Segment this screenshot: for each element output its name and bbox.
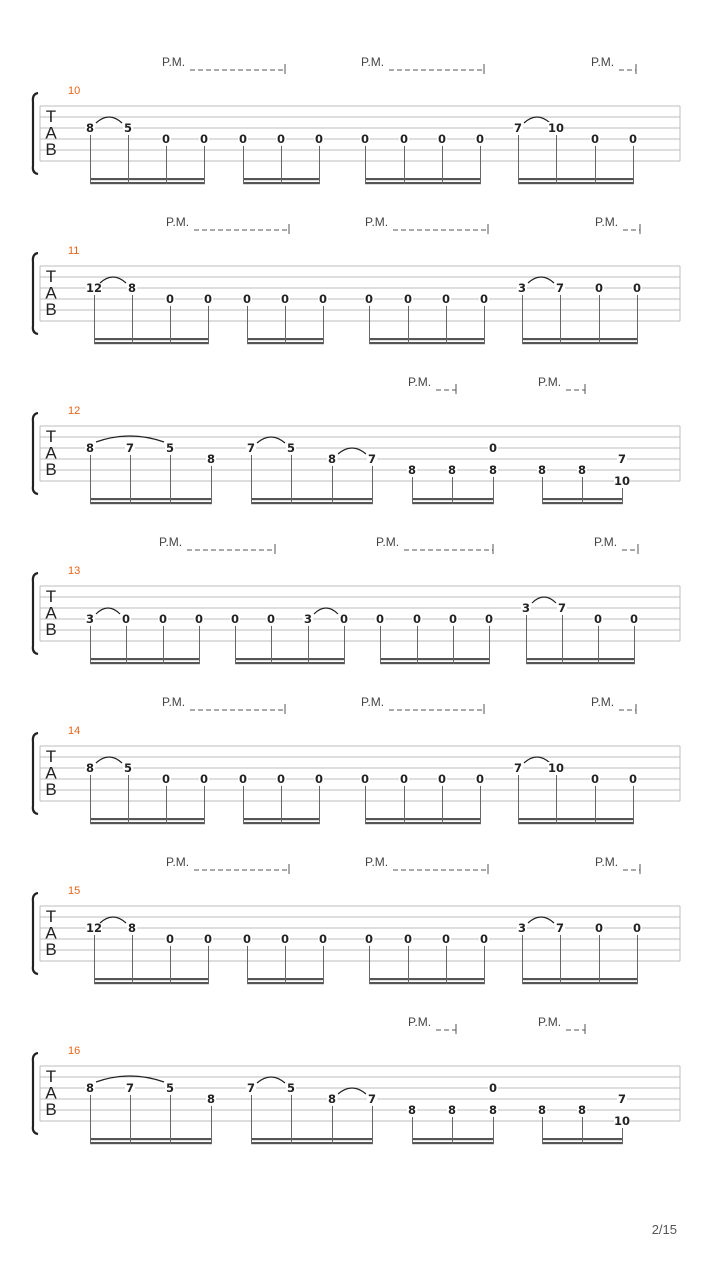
fret-number: 7 — [617, 1092, 627, 1106]
fret-number: 0 — [475, 132, 485, 146]
fret-number: 0 — [375, 612, 385, 626]
fret-number: 0 — [318, 932, 328, 946]
beam — [369, 978, 485, 980]
fret-number: 0 — [484, 612, 494, 626]
tab-system — [33, 695, 680, 824]
fret-number: 3 — [517, 281, 527, 295]
fret-number: 10 — [613, 474, 631, 488]
fret-number: 0 — [488, 441, 498, 455]
fret-number: 0 — [590, 772, 600, 786]
beam — [365, 822, 481, 824]
bar-number: 10 — [68, 85, 81, 97]
tie-arc — [314, 608, 338, 614]
tab-clef-letter: A — [45, 763, 57, 783]
palm-mute-label: P.M. — [595, 215, 619, 229]
tab-clef-letter: B — [45, 300, 57, 319]
fret-number: 0 — [266, 612, 276, 626]
fret-number: 0 — [203, 292, 213, 306]
fret-number: 0 — [314, 132, 324, 146]
fret-number: 7 — [367, 1092, 377, 1106]
beam — [518, 178, 634, 180]
tie-arc — [100, 277, 126, 283]
fret-number: 0 — [339, 612, 349, 626]
beam — [365, 178, 481, 180]
fret-number: 5 — [165, 441, 175, 455]
fret-number: 5 — [286, 1081, 296, 1095]
fret-number: 0 — [199, 132, 209, 146]
fret-number: 3 — [303, 612, 313, 626]
fret-number: 7 — [513, 761, 523, 775]
tie-arc — [96, 608, 120, 614]
beam — [94, 338, 209, 340]
fret-number: 0 — [199, 772, 209, 786]
fret-number: 0 — [276, 772, 286, 786]
bar-number: 11 — [68, 245, 80, 257]
fret-number: 7 — [246, 441, 256, 455]
fret-number: 8 — [327, 452, 337, 466]
tie-arc — [257, 1077, 285, 1083]
beam — [90, 178, 205, 180]
beam — [90, 818, 205, 820]
fret-number: 5 — [123, 121, 133, 135]
system-bracket — [33, 93, 38, 174]
fret-number: 0 — [280, 932, 290, 946]
fret-number: 0 — [161, 772, 171, 786]
beam — [518, 182, 634, 184]
palm-mute-label: P.M. — [162, 695, 186, 709]
fret-number: 0 — [280, 292, 290, 306]
tab-clef-letter: B — [45, 1100, 57, 1119]
palm-mute-label: P.M. — [166, 215, 190, 229]
fret-number: 12 — [85, 281, 103, 295]
fret-number: 8 — [537, 1103, 547, 1117]
beam — [518, 818, 634, 820]
beam — [522, 338, 638, 340]
fret-number: 10 — [547, 761, 565, 775]
tab-clef-letter: A — [45, 603, 57, 623]
beam — [94, 978, 209, 980]
fret-number: 0 — [158, 612, 168, 626]
tie-arc — [532, 597, 556, 603]
fret-number: 8 — [407, 1103, 417, 1117]
beam — [522, 342, 638, 344]
beam — [90, 1138, 212, 1140]
fret-number: 0 — [360, 772, 370, 786]
tab-clef-letter: B — [45, 940, 57, 959]
system-bracket — [33, 253, 38, 334]
palm-mute-label: P.M. — [365, 855, 389, 869]
tab-clef-letter: B — [45, 780, 57, 799]
tie-arc — [524, 117, 550, 123]
beam — [251, 1142, 373, 1144]
system-bracket — [33, 733, 38, 814]
fret-number: 8 — [577, 1103, 587, 1117]
beam — [251, 498, 373, 500]
fret-number: 8 — [85, 441, 95, 455]
tie-arc — [100, 917, 126, 923]
fret-number: 0 — [594, 281, 604, 295]
fret-number: 0 — [399, 132, 409, 146]
beam — [90, 822, 205, 824]
fret-number: 0 — [230, 612, 240, 626]
tab-clef-letter: T — [45, 267, 57, 286]
beam — [90, 662, 200, 664]
fret-number: 0 — [314, 772, 324, 786]
fret-number: 7 — [555, 281, 565, 295]
beam — [365, 818, 481, 820]
beam — [518, 822, 634, 824]
fret-number: 0 — [364, 932, 374, 946]
fret-number: 0 — [448, 612, 458, 626]
tab-system — [33, 375, 680, 504]
beam — [90, 502, 212, 504]
beam — [235, 662, 345, 664]
system-bracket — [33, 893, 38, 974]
tab-clef-letter: T — [45, 1067, 57, 1086]
palm-mute-label: P.M. — [361, 695, 385, 709]
fret-number: 8 — [488, 1103, 498, 1117]
beam — [90, 182, 205, 184]
fret-number: 0 — [276, 132, 286, 146]
fret-number: 0 — [364, 292, 374, 306]
fret-number: 7 — [125, 1081, 135, 1095]
tab-system — [33, 215, 680, 344]
tab-clef-letter: A — [45, 123, 57, 143]
fret-number: 0 — [475, 772, 485, 786]
bar-number: 14 — [68, 725, 81, 737]
beam — [94, 342, 209, 344]
tie-arc — [96, 757, 122, 763]
palm-mute-label: P.M. — [591, 695, 615, 709]
page-number: 2/15 — [651, 1222, 677, 1237]
palm-mute-label: P.M. — [376, 535, 400, 549]
bar-number: 15 — [68, 885, 81, 897]
tab-clef-letter: B — [45, 620, 57, 639]
fret-number: 8 — [327, 1092, 337, 1106]
fret-number: 0 — [437, 132, 447, 146]
tie-arc — [338, 1088, 366, 1094]
tab-system — [33, 1015, 680, 1144]
fret-number: 3 — [85, 612, 95, 626]
fret-number: 8 — [447, 1103, 457, 1117]
tab-clef-letter: T — [45, 907, 57, 926]
beam — [251, 502, 373, 504]
tie-arc — [524, 757, 550, 763]
beam — [369, 982, 485, 984]
fret-number: 0 — [441, 292, 451, 306]
fret-number: 8 — [85, 761, 95, 775]
tab-system — [33, 855, 680, 984]
tie-arc — [528, 277, 554, 283]
fret-number: 0 — [632, 921, 642, 935]
fret-number: 0 — [403, 292, 413, 306]
tab-clef-letter: A — [45, 443, 57, 463]
fret-number: 7 — [367, 452, 377, 466]
palm-mute-label: P.M. — [594, 535, 618, 549]
fret-number: 12 — [85, 921, 103, 935]
fret-number: 0 — [594, 921, 604, 935]
fret-number: 0 — [412, 612, 422, 626]
bar-number: 16 — [68, 1045, 81, 1057]
fret-number: 0 — [165, 292, 175, 306]
beam — [251, 1138, 373, 1140]
fret-number: 0 — [194, 612, 204, 626]
beam — [522, 978, 638, 980]
system-bracket — [33, 413, 38, 494]
palm-mute-label: P.M. — [162, 55, 186, 69]
fret-number: 0 — [165, 932, 175, 946]
fret-number: 7 — [513, 121, 523, 135]
fret-number: 8 — [577, 463, 587, 477]
fret-number: 8 — [537, 463, 547, 477]
beam — [90, 498, 212, 500]
fret-number: 0 — [318, 292, 328, 306]
fret-number: 8 — [488, 463, 498, 477]
system-bracket — [33, 573, 38, 654]
tie-arc — [96, 117, 122, 123]
fret-number: 3 — [517, 921, 527, 935]
fret-number: 0 — [161, 132, 171, 146]
palm-mute-label: P.M. — [365, 215, 389, 229]
beam — [526, 662, 635, 664]
tab-clef-letter: B — [45, 460, 57, 479]
fret-number: 0 — [488, 1081, 498, 1095]
fret-number: 10 — [547, 121, 565, 135]
fret-number: 8 — [85, 1081, 95, 1095]
fret-number: 8 — [447, 463, 457, 477]
fret-number: 8 — [127, 281, 137, 295]
beam — [526, 658, 635, 660]
palm-mute-label: P.M. — [408, 1015, 432, 1029]
fret-number: 0 — [399, 772, 409, 786]
beam — [380, 662, 490, 664]
palm-mute-label: P.M. — [591, 55, 615, 69]
system-bracket — [33, 1053, 38, 1134]
tab-clef-letter: T — [45, 107, 57, 126]
fret-number: 7 — [125, 441, 135, 455]
palm-mute-label: P.M. — [595, 855, 619, 869]
palm-mute-label: P.M. — [408, 375, 432, 389]
beam — [90, 658, 200, 660]
fret-number: 8 — [407, 463, 417, 477]
beam — [94, 982, 209, 984]
beam — [522, 982, 638, 984]
tab-clef-letter: A — [45, 283, 57, 303]
tie-arc — [338, 448, 366, 454]
beam — [365, 182, 481, 184]
tab-clef-letter: T — [45, 427, 57, 446]
tie-arc — [528, 917, 554, 923]
beam — [90, 1142, 212, 1144]
beam — [235, 658, 345, 660]
fret-number: 0 — [242, 292, 252, 306]
fret-number: 7 — [617, 452, 627, 466]
tie-arc — [257, 437, 285, 443]
tab-clef-letter: A — [45, 1083, 57, 1103]
tab-system — [33, 535, 680, 664]
fret-number: 5 — [123, 761, 133, 775]
tab-clef-letter: T — [45, 747, 57, 766]
fret-number: 0 — [203, 932, 213, 946]
tab-clef-letter: A — [45, 923, 57, 943]
palm-mute-label: P.M. — [538, 1015, 562, 1029]
bar-number: 12 — [68, 405, 81, 417]
fret-number: 0 — [629, 612, 639, 626]
fret-number: 8 — [206, 1092, 216, 1106]
fret-number: 0 — [632, 281, 642, 295]
tab-clef-letter: B — [45, 140, 57, 159]
palm-mute-label: P.M. — [361, 55, 385, 69]
bar-number: 13 — [68, 565, 81, 577]
beam — [369, 338, 485, 340]
fret-number: 7 — [555, 921, 565, 935]
fret-number: 7 — [557, 601, 567, 615]
fret-number: 8 — [85, 121, 95, 135]
palm-mute-label: P.M. — [538, 375, 562, 389]
fret-number: 0 — [628, 772, 638, 786]
fret-number: 0 — [441, 932, 451, 946]
fret-number: 10 — [613, 1114, 631, 1128]
beam — [380, 658, 490, 660]
fret-number: 0 — [360, 132, 370, 146]
palm-mute-label: P.M. — [166, 855, 190, 869]
fret-number: 8 — [127, 921, 137, 935]
fret-number: 0 — [590, 132, 600, 146]
fret-number: 0 — [628, 132, 638, 146]
fret-number: 7 — [246, 1081, 256, 1095]
fret-number: 0 — [593, 612, 603, 626]
fret-number: 3 — [521, 601, 531, 615]
fret-number: 5 — [165, 1081, 175, 1095]
tab-system — [33, 55, 680, 184]
palm-mute-label: P.M. — [159, 535, 183, 549]
fret-number: 0 — [403, 932, 413, 946]
fret-number: 0 — [437, 772, 447, 786]
fret-number: 5 — [286, 441, 296, 455]
fret-number: 0 — [242, 932, 252, 946]
beam — [369, 342, 485, 344]
fret-number: 0 — [238, 132, 248, 146]
tab-clef-letter: T — [45, 587, 57, 606]
fret-number: 0 — [238, 772, 248, 786]
fret-number: 8 — [206, 452, 216, 466]
fret-number: 0 — [121, 612, 131, 626]
fret-number: 0 — [479, 932, 489, 946]
fret-number: 0 — [479, 292, 489, 306]
